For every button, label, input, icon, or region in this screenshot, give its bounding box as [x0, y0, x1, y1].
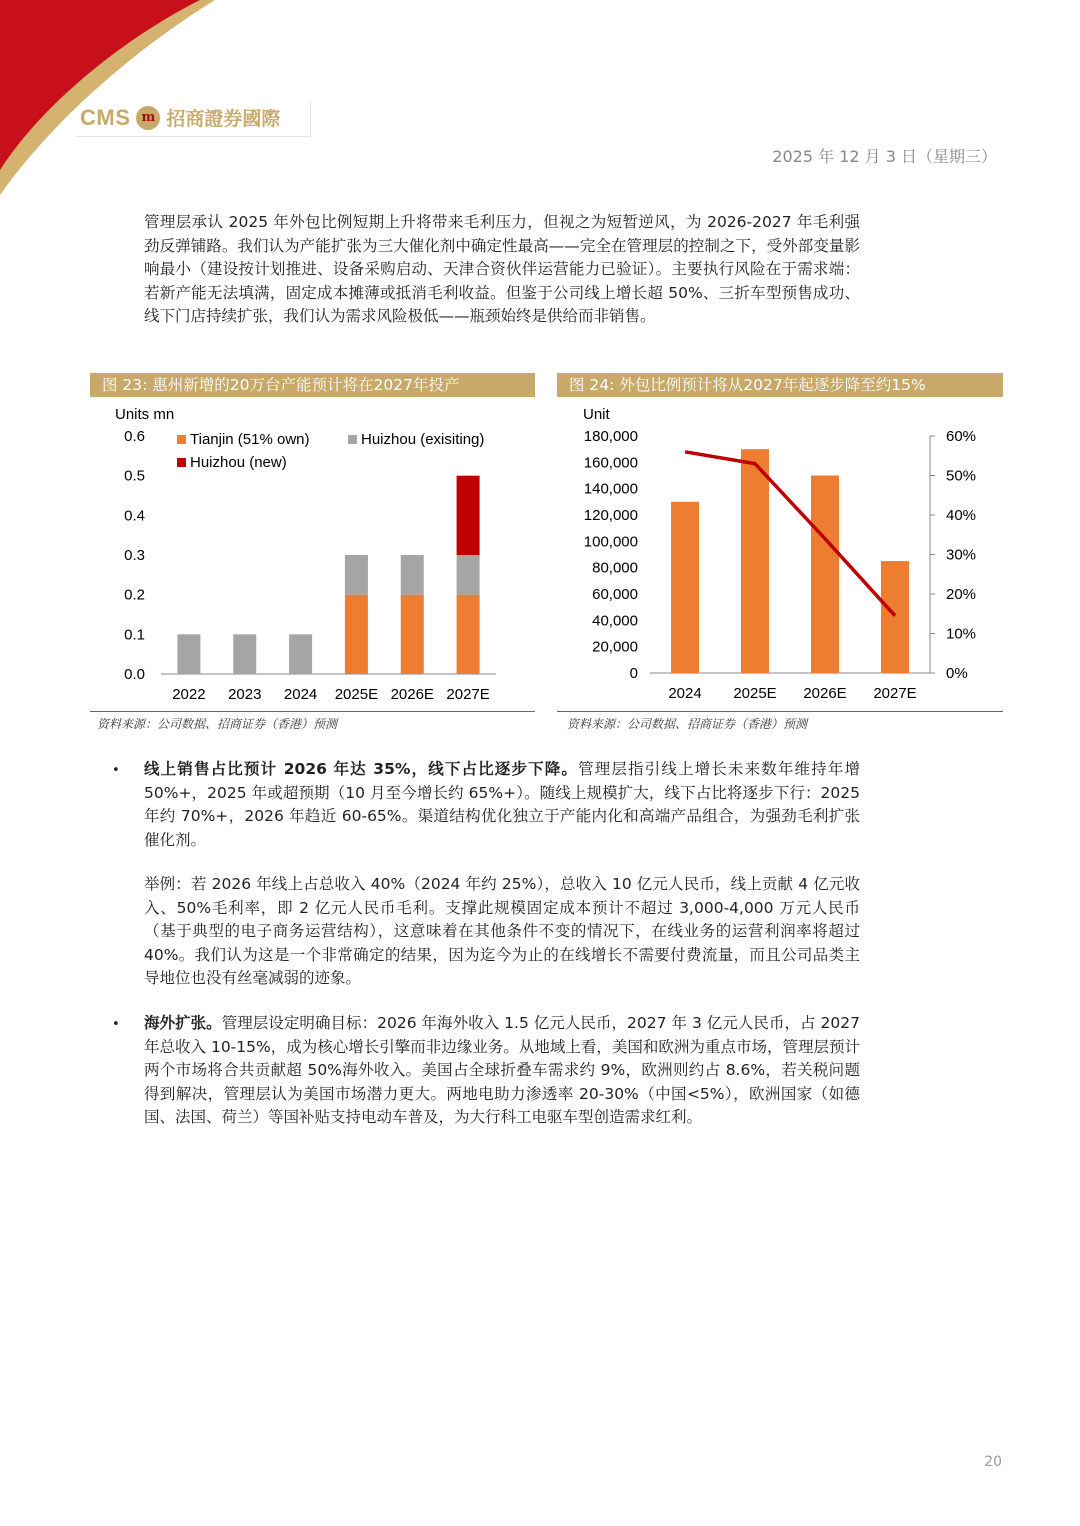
header-divider: [76, 136, 311, 137]
y-tick-label: 0.1: [124, 626, 145, 644]
y-tick-label: 0.4: [124, 507, 145, 525]
logo-text-cn: 招商證券國際: [166, 108, 281, 130]
y2-tick-label: 10%: [946, 625, 977, 643]
bullet-online-sales-heading: 线上销售占比预计 2026 年达 35%，线下占比逐步下降。: [144, 760, 579, 778]
y2-tick-label: 50%: [946, 467, 977, 485]
intro-paragraph: 管理层承认 2025 年外包比例短期上升将带来毛利压力，但视之为短暂逆风，为 2026-2027 年毛利强劲反弹铺路。我们认为产能扩张为三大催化剂中确定性最高——完全在管理层的控制之下，受外部变量影响最小（建设按计划推进、设备采购启动、天津合资伙伴运营能力已验证）。主要执行风险在于需求端：若新产能无法填满，固定成本摊薄或抵消毛利收益。但鉴于公司线上增长超 50%、三折车型预售成功、线下门店持续扩张，我们认为需求风险极低——瓶颈始终是供给而非销售。: [144, 213, 860, 325]
company-logo: [80, 104, 280, 131]
legend-swatch: [177, 458, 186, 467]
figure-24-rule: [557, 711, 1003, 712]
y-tick-label: 0.6: [124, 428, 145, 445]
figure-23-chart: [90, 398, 535, 710]
logo-text-en: CMS: [80, 104, 131, 130]
bullet-overseas: [144, 1012, 860, 1130]
bar-segment: [233, 634, 256, 674]
x-tick-label: 2026E: [803, 685, 847, 702]
legend-swatch: [177, 435, 186, 444]
bar: [671, 502, 699, 673]
y-tick-label: 40,000: [592, 612, 638, 630]
x-tick-label: 2027E: [873, 685, 917, 702]
y2-tick-label: 40%: [946, 507, 977, 524]
legend-swatch: [348, 435, 357, 444]
bar-segment: [401, 555, 424, 595]
bullet-overseas-text: 管理层设定明确目标：2026 年海外收入 1.5 亿元人民币，2027 年 3 亿元人民币，占 2027 年总收入 10-15%，成为核心增长引擎而非边缘业务。从地域上看，美国和欧洲为重点市场，管理层预计两个市场将合共贡献超 50%海外收入。美国占全球折叠车需求约 9%，欧洲则约占 8.6%，若关税问题得到解决，管理层认为美国市场潜力更大。两地电助力渗透率 20-30%（中国<5%），欧洲国家（如德国、法国、荷兰）等国补贴支持电动车普及，为大行科工电驱车型创造需求红利。: [144, 1014, 860, 1126]
bar-segment: [345, 595, 368, 674]
y-tick-label: 0.0: [124, 666, 145, 683]
legend-label: Huizhou (exisiting): [361, 431, 485, 448]
figure-23-title: 图 23: 惠州新增的20万台产能预计将在2027年投产: [90, 373, 535, 397]
legend-label: Tianjin (51% own): [190, 431, 310, 448]
y2-tick-label: 60%: [946, 428, 977, 445]
bullet-online-sales-text: 管理层指引线上增长未来数年维持年增 50%+，2025 年或超预期（10 月至今增长约 65%+）。随线上规模扩大，线下占比将逐步下行：2025 年约 70%+，2026 年趋近 60-65%。渠道结构优化独立于产能内化和高端产品组合，为强劲毛利扩张催化剂。: [144, 760, 860, 849]
bar-segment: [177, 634, 200, 674]
y2-tick-label: 20%: [946, 586, 977, 603]
y-axis-label: Units mn: [115, 406, 175, 423]
y-tick-label: 100,000: [583, 533, 638, 551]
bar: [881, 561, 909, 673]
y-tick-label: 60,000: [592, 586, 638, 603]
bar-segment: [289, 634, 312, 674]
bar: [741, 449, 769, 673]
page-number: 20: [984, 1454, 1002, 1470]
y-tick-label: 0.5: [124, 467, 145, 485]
y-tick-label: 80,000: [592, 559, 638, 577]
bullet-marker: •: [112, 1017, 120, 1032]
bar-segment: [457, 555, 480, 595]
figure-24-title: 图 24: 外包比例预计将从2027年起逐步降至约15%: [557, 373, 1003, 397]
bullet-overseas-heading: 海外扩张。: [144, 1014, 222, 1032]
outsourcing-ratio-line: [685, 452, 895, 616]
legend-label: Huizhou (new): [190, 454, 287, 471]
x-tick-label: 2026E: [390, 686, 434, 703]
y-tick-label: 0.3: [124, 547, 145, 564]
y-tick-label: 120,000: [583, 507, 638, 524]
figure-23-rule: [90, 711, 535, 712]
y2-tick-label: 30%: [946, 546, 977, 564]
y-tick-label: 0.2: [124, 586, 145, 604]
y-axis-label: Unit: [583, 406, 610, 423]
figure-23-source: 资料来源：公司数据、招商证券（香港）预测: [97, 717, 338, 731]
x-tick-label: 2025E: [334, 686, 379, 703]
bar-segment: [345, 555, 368, 595]
x-tick-label: 2022: [172, 686, 206, 703]
x-tick-label: 2024: [283, 686, 318, 703]
figure-24-source: 资料来源：公司数据、招商证券（香港）预测: [567, 717, 808, 731]
bar-segment: [401, 595, 424, 674]
header-divider-vertical: [310, 102, 311, 136]
bullet-marker: •: [112, 763, 120, 778]
example-paragraph: 举例：若 2026 年线上占总收入 40%（2024 年约 25%），总收入 10 亿元人民币，线上贡献 4 亿元收入、50%毛利率，即 2 亿元人民币毛利。支撑此规模固定成本预计不超过 3,000-4,000 万元人民币（基于典型的电子商务运营结构），这意味着在其他条件不变的情况下，在线业务的运营利润率将超过 40%。我们认为这是一个非常确定的结果，因为迄今为止的在线增长不需要付费流量，而且公司品类主导地位也没有丝毫减弱的迹象。: [144, 875, 860, 987]
y-tick-label: 180,000: [583, 428, 638, 445]
y-tick-label: 140,000: [583, 480, 638, 498]
y-tick-label: 0: [629, 665, 638, 682]
x-tick-label: 2024: [668, 685, 702, 702]
bar-segment: [457, 595, 480, 674]
logo-coin-icon: m: [136, 106, 160, 130]
bar-segment: [457, 476, 480, 555]
y-tick-label: 160,000: [583, 454, 638, 472]
y-tick-label: 20,000: [592, 638, 638, 656]
x-tick-label: 2025E: [733, 685, 777, 702]
figure-24-chart: [557, 398, 1003, 710]
bar: [811, 476, 839, 674]
report-date: 2025 年 12 月 3 日（星期三）: [772, 147, 997, 166]
y2-tick-label: 0%: [946, 665, 968, 682]
x-tick-label: 2027E: [446, 686, 490, 703]
x-tick-label: 2023: [228, 686, 262, 703]
bullet-online-sales: [144, 758, 860, 852]
